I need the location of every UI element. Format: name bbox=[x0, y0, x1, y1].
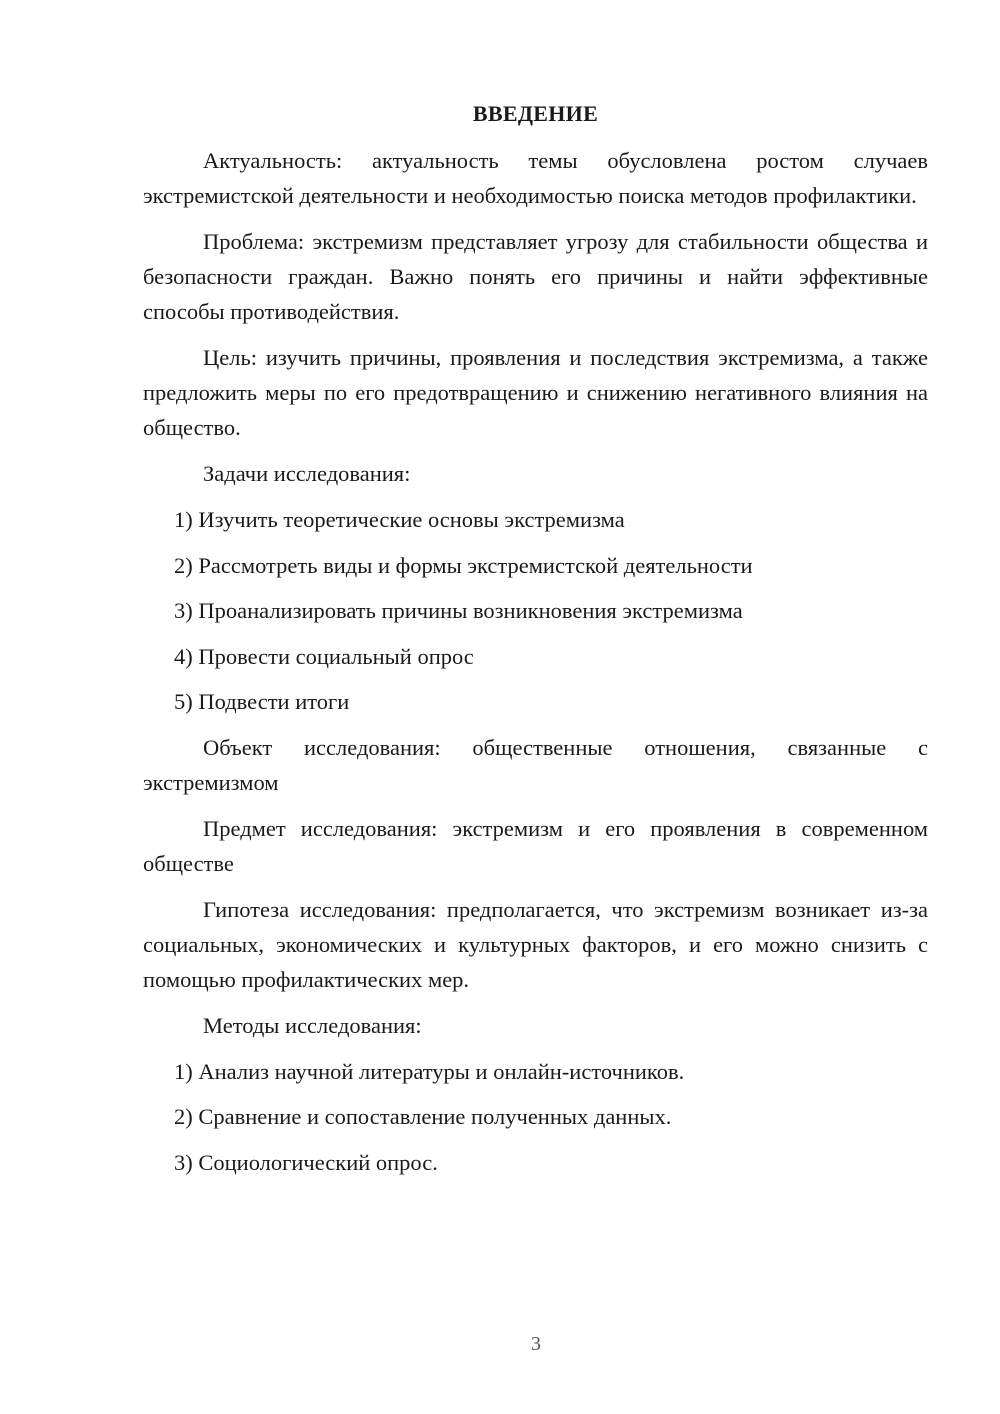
page-title: ВВЕДЕНИЕ bbox=[472, 101, 599, 126]
method-item: 3) Социологический опрос. bbox=[174, 1149, 438, 1175]
object-paragraph: Объект исследования: общественные отношения, связанные с экстремизмом bbox=[143, 734, 928, 795]
page-body bbox=[143, 96, 928, 1190]
method-item: 1) Анализ научной литературы и онлайн-источников. bbox=[174, 1058, 685, 1084]
hypothesis-paragraph: Гипотеза исследования: предполагается, что экстремизм возникает из-за социальных, экономических и культурных факторов, и его можно снизить с помощью профилактических мер. bbox=[143, 896, 928, 992]
page-number: 3 bbox=[531, 1333, 541, 1355]
task-item: 2) Рассмотреть виды и формы экстремистской деятельности bbox=[174, 552, 753, 578]
tasks-title: Задачи исследования: bbox=[203, 461, 411, 486]
relevance-paragraph: Актуальность: актуальность темы обусловлена ростом случаев экстремистской деятельности и необходимостью поиска методов профилактики. bbox=[143, 148, 928, 208]
task-item: 1) Изучить теоретические основы экстремизма bbox=[174, 507, 625, 532]
task-item: 3) Проанализировать причины возникновения экстремизма bbox=[174, 598, 743, 623]
tasks-list bbox=[143, 502, 928, 719]
goal-paragraph: Цель: изучить причины, проявления и последствия экстремизма, а также предложить меры по его предотвращению и снижению негативного влияния на общество. bbox=[143, 345, 928, 440]
method-item: 2) Сравнение и сопоставление полученных данных. bbox=[174, 1104, 672, 1129]
task-item: 4) Провести социальный опрос bbox=[174, 643, 474, 669]
methods-list bbox=[143, 1054, 928, 1180]
methods-title: Методы исследования: bbox=[203, 1012, 422, 1038]
subject-paragraph: Предмет исследования: экстремизм и его проявления в современном обществе bbox=[143, 815, 928, 876]
task-item: 5) Подвести итоги bbox=[174, 689, 350, 714]
problem-paragraph: Проблема: экстремизм представляет угрозу для стабильности общества и безопасности граждан. Важно понять его причины и найти эффективные способы противодействия. bbox=[143, 229, 928, 324]
